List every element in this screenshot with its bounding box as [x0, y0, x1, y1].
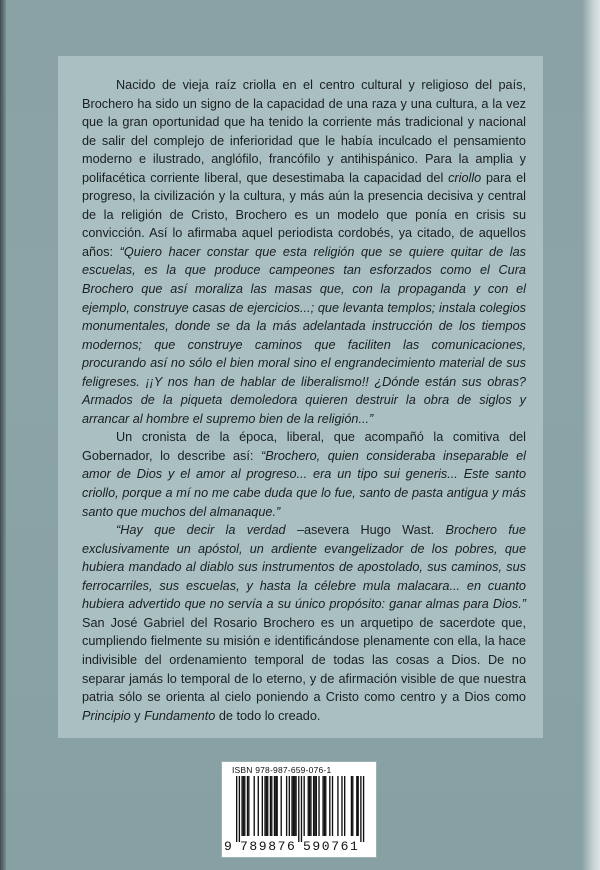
barcode-bar — [244, 776, 245, 836]
text-run-1: –asevera Hugo Wast. — [285, 523, 446, 538]
text-run-5: y — [130, 708, 145, 723]
text-run-2: para el progreso, la civilización y la cultura, y más aún la presencia decisiva y central de la religión de Cristo, Brochero es un modelo que ponía en crisis su convicción. Así lo afirmaba aquel periodista cordobés, ya citado, de aquellos años: — [82, 170, 526, 259]
barcode-bar — [239, 776, 240, 842]
text-run-7: de todo lo creado. — [215, 708, 321, 723]
barcode-bar — [277, 776, 278, 836]
barcode-bar — [281, 776, 282, 836]
barcode-bar — [304, 776, 305, 836]
barcode-bar — [262, 776, 263, 836]
italic-run-1: “Brochero, quien consideraba inseparable el amor de Dios y el amor al progreso... era un tipo sui generis... Este santo criollo, porque a mí no me cabe duda que lo fue, santo de pasta antigua y más santo que muchos del almanaque.” — [82, 448, 526, 519]
barcode-bar — [309, 776, 310, 836]
blurb-paragraph-1 — [82, 76, 526, 428]
barcode-bar — [341, 776, 342, 836]
italic-run-6: Fundamento — [144, 708, 216, 723]
barcode-bar — [289, 776, 290, 836]
ean-right-digits: 590761 — [303, 839, 360, 854]
text-run-0: Nacido de vieja raíz criolla en el centro cultural y religioso del país, Brochero ha sido un signo de la capacidad de una raza y una cultura, a la vez que la gran oportunidad que ha tenido la corriente más tradicional y nacional de salir del complejo de inferioridad que le había inculcado el pensamiento moderno e ilustrado, anglófilo, francófilo y antihispánico. Para la amplia y polifacética corriente liberal, que desestimaba la capacidad del — [82, 78, 526, 185]
text-run-0: Un cronista de la época, liberal, que acompañó la comitiva del Gobernador, lo describe así: — [82, 430, 526, 463]
barcode-bar — [294, 776, 295, 836]
barcode-bar — [258, 776, 259, 836]
barcode-bar — [266, 776, 267, 836]
italic-run-1: criollo — [448, 170, 482, 185]
barcode-bar — [241, 776, 242, 836]
barcode-bar — [360, 776, 361, 842]
italic-run-2: Brochero fue exclusivamente un apóstol, un ardiente evangelizador de los pobres, que hubiera mandado al diablo sus instrumentos de apostolado, sus caminos, sus ferrocarriles, sus escuelas, y hasta la célebre mula malacara... en cuanto hubiera advertido que no servía a su único propósito: ganar almas para Dios.” — [82, 523, 526, 612]
barcode-bar — [291, 776, 292, 836]
barcode-bar — [295, 776, 296, 836]
barcode-bar — [275, 776, 276, 836]
barcode-bar — [264, 776, 265, 836]
barcode-bar — [329, 776, 330, 836]
barcode-bar — [332, 776, 333, 836]
barcode-panel — [222, 762, 376, 857]
barcode-bar — [271, 776, 272, 836]
blurb-paragraph-3 — [82, 521, 526, 725]
blurb-paragraph-2 — [82, 428, 526, 521]
isbn-label: ISBN 978-987-659-076-1 — [232, 765, 332, 775]
barcode-bar — [352, 776, 353, 836]
barcode-bar — [247, 776, 248, 836]
barcode-bar — [298, 776, 299, 842]
barcode-bar — [267, 776, 268, 836]
barcode-bar — [243, 776, 244, 836]
italic-run-3: “Quiero hacer constar que esta religión que se quiere quitar de las escuelas, es la que produce campeones tan esforzados como el Cura Brochero que así moraliza las masas que, con la propaganda y con el ejemplo, construye casas de ejercicios...; que levanta templos; instala colegios monumentales, donde se da la más adelantada instrucción de los tiempos modernos; que construye caminos que faciliten las comunicaciones, procurando así no sólo el bien moral sino el engrandecimiento material de sus feligreses. ¡¡Y nos han de hablar de liberalismo!! ¿Dónde están sus obras? Armados de la piqueta demoledora quieren destruir la obra de siglos y arrancar al hombre el supremo bien de la religión...” — [82, 244, 527, 426]
barcode-bar — [322, 776, 323, 836]
cover-right-edge — [582, 0, 600, 870]
barcode-bar — [324, 776, 325, 836]
ean-first-digit: 9 — [224, 839, 234, 854]
barcode-bar — [316, 776, 317, 836]
cover-left-shadow — [0, 0, 6, 870]
back-cover-text-panel — [58, 56, 543, 738]
barcode-bar — [270, 776, 271, 836]
barcode-bar — [293, 776, 294, 836]
barcode-bar — [363, 776, 364, 842]
barcode-bar — [318, 776, 319, 836]
barcode-bar — [344, 776, 345, 836]
barcode-bar — [308, 776, 309, 836]
barcode-bar — [325, 776, 326, 836]
barcode-bar — [356, 776, 357, 836]
barcode-bar — [337, 776, 338, 836]
text-run-3: San José Gabriel del Rosario Brochero es un arquetipo de sacerdote que, cumpliendo fielmente su misión e identificándose plenamente con ella, la hace indivisible del ordenamiento temporal de todas las cosas a Dios. De no separar jamás lo temporal de lo eterno, y de afirmación visible de que nuestra patria sólo se orienta al cielo poniendo a Cristo como centro y a Dios como — [82, 615, 526, 705]
barcode-bar — [274, 776, 275, 836]
barcode-bar — [314, 776, 315, 836]
italic-run-4: Principio — [82, 708, 131, 723]
barcode-bar — [351, 776, 352, 836]
barcode-bar — [358, 776, 359, 836]
barcode-bar — [310, 776, 311, 836]
barcode-bar — [248, 776, 249, 836]
italic-run-0: “Hay que decir la verdad — [116, 523, 286, 538]
barcode-bar — [254, 776, 255, 836]
barcode-bar — [301, 776, 302, 842]
barcode-bar — [313, 776, 314, 836]
barcode-bar — [236, 776, 237, 842]
ean-left-digits: 789876 — [240, 839, 297, 854]
barcode-bar — [286, 776, 287, 836]
